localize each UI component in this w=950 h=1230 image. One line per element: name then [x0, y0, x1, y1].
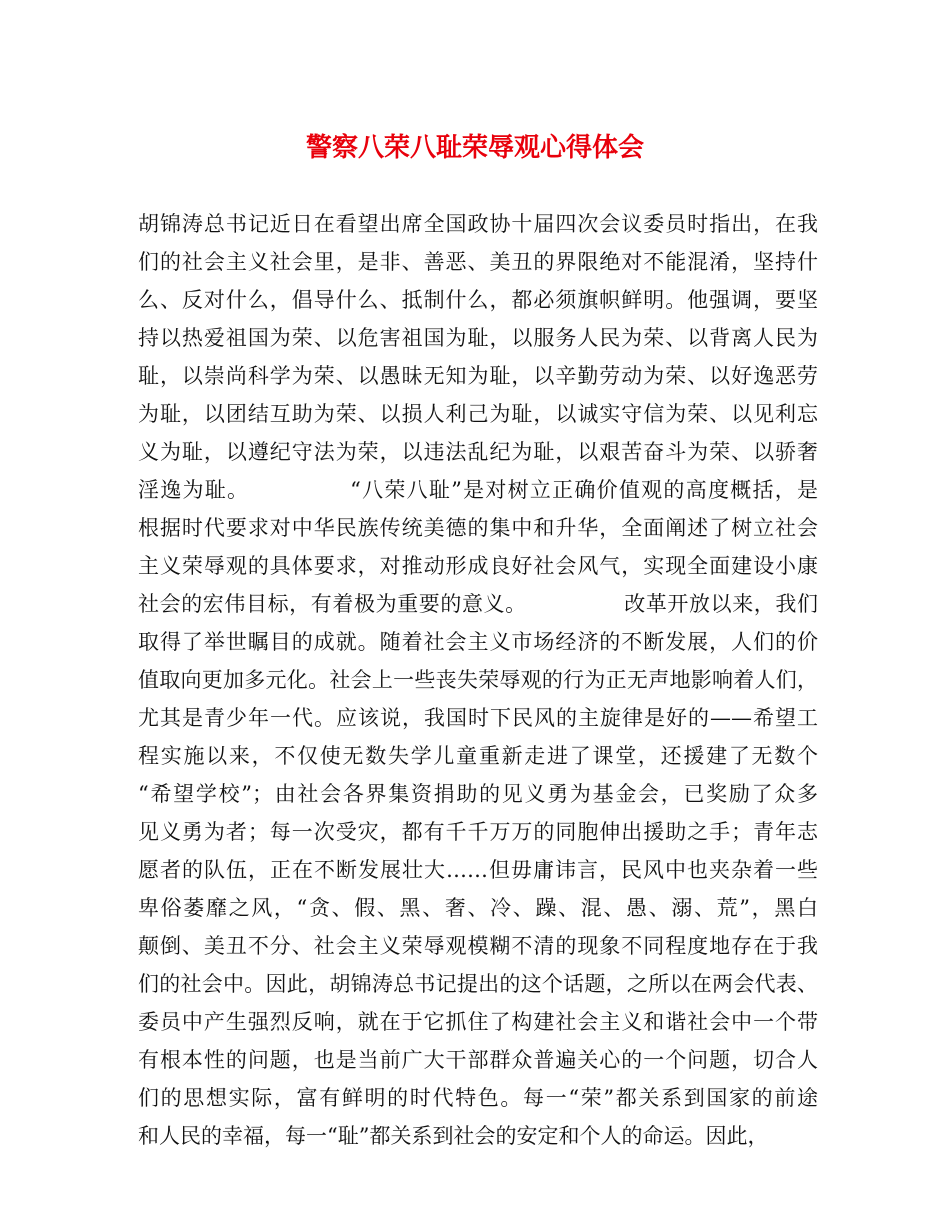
body-line: 淫逸为耻。 “八荣八耻”是对树立正确价值观的高度概括，是: [138, 478, 818, 502]
body-line: 根据时代要求对中华民族传统美德的集中和升华，全面阐述了树立社会: [138, 516, 818, 540]
body-line: 见义勇为者；每一次受灾，都有千千万万的同胞伸出援助之手；青年志: [138, 820, 818, 844]
body-line: 卑俗萎靡之风，“贪、假、黑、奢、冷、躁、混、愚、溺、荒”，黑白: [138, 896, 818, 920]
body-line: 和人民的幸福，每一“耻”都关系到社会的安定和个人的命运。因此，: [138, 1124, 769, 1148]
body-line: 们的社会中。因此，胡锦涛总书记提出的这个话题，之所以在两会代表、: [138, 972, 818, 996]
body-line: “希望学校”；由社会各界集资捐助的见义勇为基金会，已奖励了众多: [138, 782, 818, 806]
body-line: 程实施以来，不仅使无数失学儿童重新走进了课堂，还援建了无数个: [138, 744, 818, 768]
body-line: 愿者的队伍，正在不断发展壮大……但毋庸讳言，民风中也夹杂着一些: [138, 858, 818, 882]
body-line: 有根本性的问题，也是当前广大干部群众普遍关心的一个问题，切合人: [138, 1048, 818, 1072]
body-line: 尤其是青少年一代。应该说，我国时下民风的主旋律是好的——希望工: [138, 706, 818, 730]
body-line: 社会的宏伟目标，有着极为重要的意义。 改革开放以来，我们: [138, 592, 818, 616]
body-line: 持以热爱祖国为荣、以危害祖国为耻，以服务人民为荣、以背离人民为: [138, 326, 818, 350]
body-line: 委员中产生强烈反响，就在于它抓住了构建社会主义和谐社会中一个带: [138, 1010, 818, 1034]
body-line: 么、反对什么，倡导什么、抵制什么，都必须旗帜鲜明。他强调，要坚: [138, 288, 818, 312]
document-body: [138, 205, 818, 1155]
body-line: 耻，以崇尚科学为荣、以愚昧无知为耻，以辛勤劳动为荣、以好逸恶劳: [138, 364, 818, 388]
body-line: 值取向更加多元化。社会上一些丧失荣辱观的行为正无声地影响着人们，: [138, 668, 818, 692]
body-line: 取得了举世瞩目的成就。随着社会主义市场经济的不断发展，人们的价: [138, 630, 818, 654]
body-line: 为耻，以团结互助为荣、以损人利己为耻，以诚实守信为荣、以见利忘: [138, 402, 818, 426]
body-line: 主义荣辱观的具体要求，对推动形成良好社会风气，实现全面建设小康: [138, 554, 818, 578]
body-line: 们的思想实际，富有鲜明的时代特色。每一“荣”都关系到国家的前途: [138, 1086, 818, 1110]
body-line: 颠倒、美丑不分、社会主义荣辱观模糊不清的现象不同程度地存在于我: [138, 934, 818, 958]
body-line: 胡锦涛总书记近日在看望出席全国政协十届四次会议委员时指出，在我: [138, 212, 818, 236]
document-title: 警察八荣八耻荣辱观心得体会: [305, 133, 644, 163]
body-line: 们的社会主义社会里，是非、善恶、美丑的界限绝对不能混淆，坚持什: [138, 250, 818, 274]
body-line: 义为耻，以遵纪守法为荣，以违法乱纪为耻，以艰苦奋斗为荣、以骄奢: [138, 440, 818, 464]
